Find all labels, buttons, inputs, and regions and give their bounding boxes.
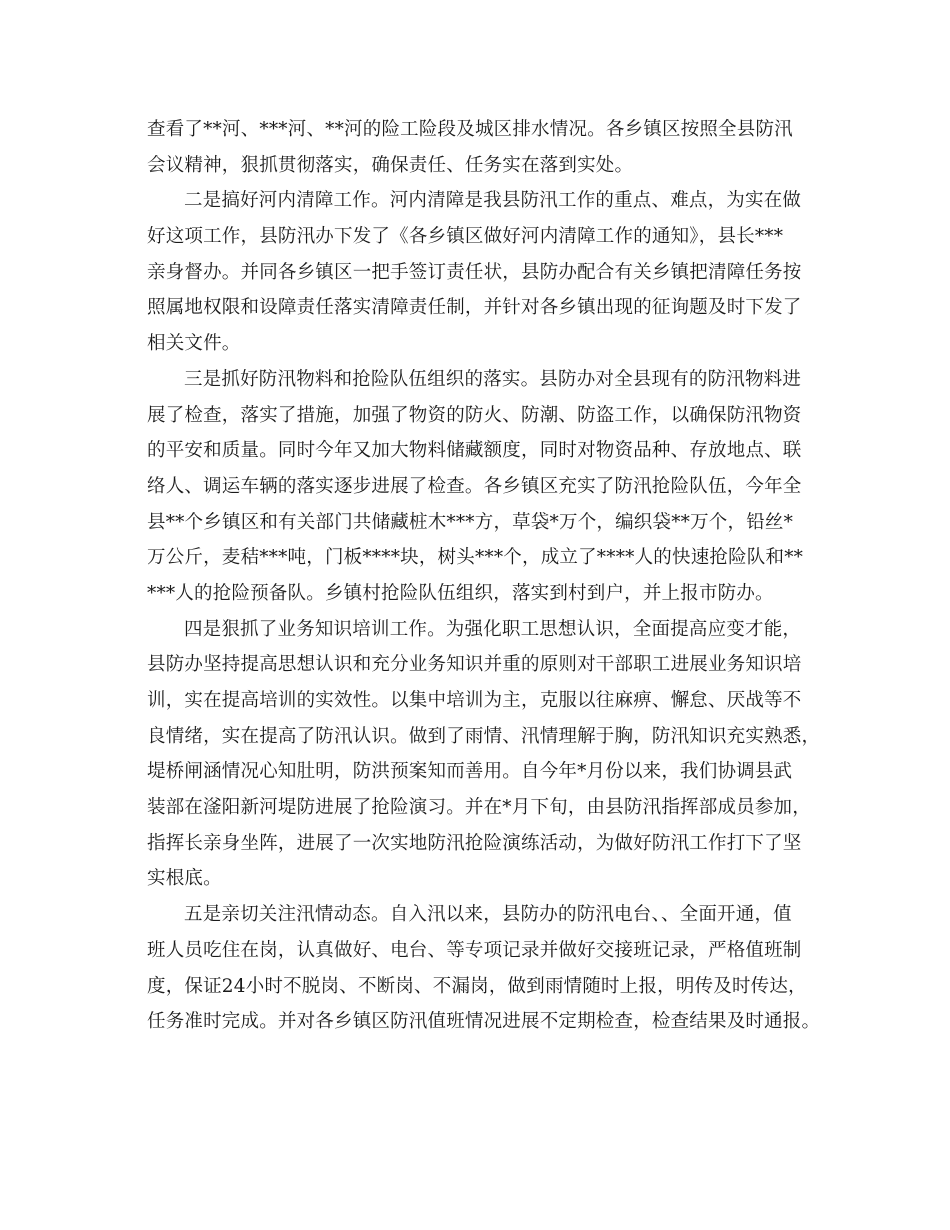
- text-line: ***人的抢险预备队。乡镇村抢险队伍组织，落实到村到户，并上报市防办。: [147, 582, 774, 604]
- text-line: 会议精神，狠抓贯彻落实，确保责任、任务实在落到实处。: [147, 154, 634, 176]
- text-line: 查看了**河、***河、**河的险工险段及城区排水情况。各乡镇区按照全县防汛: [147, 119, 793, 140]
- text-line: 装部在滏阳新河堤防进展了抢险演习。并在*月下旬，由县防汛指挥部成员参加，: [147, 797, 811, 819]
- text-line: 实根底。: [147, 868, 222, 890]
- paragraph-1: [147, 112, 827, 183]
- text-line: 训，实在提高培训的实效性。以集中培训为主，克服以往麻痹、懈怠、厌战等不: [147, 690, 802, 711]
- text-line: 亲身督办。并同各乡镇区一把手签订责任状，县防办配合有关乡镇把清障任务按: [147, 261, 802, 283]
- text-line: 二是搞好河内清障工作。河内清障是我县防汛工作的重点、难点，为实在做: [184, 190, 802, 212]
- text-line: 万公斤，麦秸***吨，门板****块，树头***个，成立了****人的快速抢险队和**: [147, 547, 804, 569]
- text-line: 度，保证24小时不脱岗、不断岗、不漏岗，做到雨情随时上报，明传及时传达，: [147, 975, 807, 997]
- text-line: 五是亲切关注汛情动态。自入汛以来，县防办的防汛电台、、全面开通，值: [184, 904, 792, 926]
- text-line: 三是抓好防汛物料和抢险队伍组织的落实。县防办对全县现有的防汛物料进: [184, 368, 802, 390]
- paragraph-4: [147, 612, 827, 898]
- text-line: 指挥长亲身坐阵，进展了一次实地防汛抢险演练活动，为做好防汛工作打下了坚: [147, 832, 802, 854]
- text-line: 任务准时完成。并对各乡镇区防汛值班情况进展不定期检查，检查结果及时通报。: [147, 1011, 821, 1033]
- text-line: 班人员吃住在岗，认真做好、电台、等专项记录并做好交接班记录，严格值班制: [147, 939, 802, 961]
- text-line: 展了检查，落实了措施，加强了物资的防火、防潮、防盗工作，以确保防汛物资: [147, 404, 802, 426]
- text-line: 县防办坚持提高思想认识和充分业务知识并重的原则对干部职工进展业务知识培: [147, 654, 802, 676]
- text-line: 络人、调运车辆的落实逐步进展了检查。各乡镇区充实了防汛抢险队伍，今年全: [147, 475, 802, 497]
- text-line: 好这项工作，县防汛办下发了《各乡镇区做好河内清障工作的通知》，县长***: [147, 226, 784, 248]
- text-line: 的平安和质量。同时今年又加大物料储藏额度，同时对物资品种、存放地点、联: [147, 440, 802, 462]
- paragraph-3: [147, 362, 827, 612]
- document-body: [147, 112, 827, 1040]
- paragraph-2: [147, 183, 827, 361]
- text-line: 照属地权限和设障责任落实清障责任制，并针对各乡镇出现的征询题及时下发了: [147, 297, 802, 319]
- text-line: 相关文件。: [147, 333, 241, 355]
- paragraph-5: [147, 897, 827, 1040]
- text-line: 四是狠抓了业务知识培训工作。为强化职工思想认识，全面提高应变才能，: [184, 618, 802, 640]
- text-line: 县**个乡镇区和有关部门共储藏桩木***方，草袋*万个，编织袋**万个，铅丝*: [147, 511, 794, 533]
- text-line: 堤桥闸涵情况心知肚明，防洪预案知而善用。自今年*月份以来，我们协调县武: [147, 761, 793, 783]
- text-line: 良情绪，实在提高了防汛认识。做到了雨情、汛情理解于胸，防汛知识充实熟悉，: [147, 725, 821, 747]
